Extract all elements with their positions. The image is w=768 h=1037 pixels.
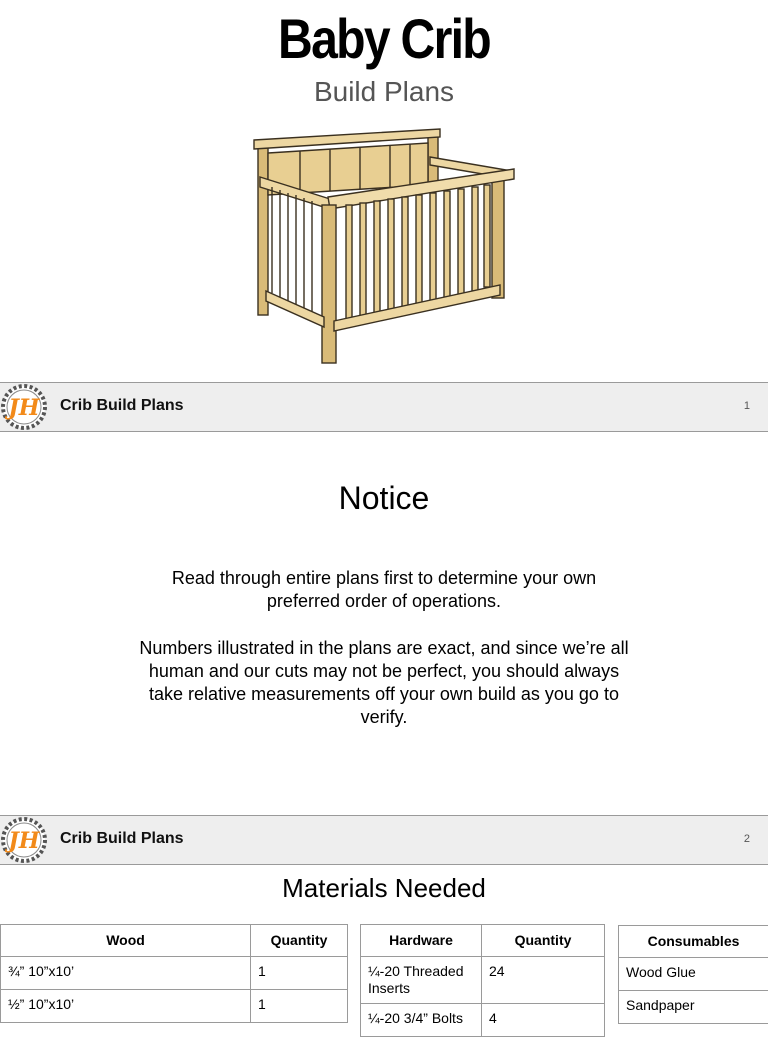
column-header: Quantity [482,925,605,957]
crib-illustration [250,125,520,370]
page-header-bar [0,382,768,432]
cover-title: Baby Crib [54,6,714,72]
table-cell: ½” 10”x10’ [1,990,251,1023]
materials-heading: Materials Needed [0,870,768,906]
page-number: 1 [744,400,750,412]
notice-heading: Notice [0,478,768,518]
cover-subtitle: Build Plans [0,74,768,110]
table-cell: Wood Glue [619,958,768,991]
jh-logo-icon [0,383,50,431]
table-cell: ¼-20 3/4” Bolts [361,1004,482,1037]
column-header: Wood [1,925,251,957]
wood-table [0,924,348,1023]
jh-logo-icon [0,816,50,864]
table-header-row [361,925,605,957]
table-row [619,991,768,1024]
table-row [1,990,348,1023]
page-header-bar [0,815,768,865]
column-header: Hardware [361,925,482,957]
table-row [619,958,768,991]
table-header-row [1,925,348,957]
table-cell: 1 [251,990,348,1023]
table-cell: 4 [482,1004,605,1037]
page-number: 2 [744,833,750,845]
table-cell: 1 [251,957,348,990]
table-row [1,957,348,990]
logo-text: JH [4,828,40,854]
table-row [361,957,605,1004]
consumables-table [618,925,768,1024]
header-title: Crib Build Plans [60,830,184,848]
table-cell: ¼-20 Threaded Inserts [361,957,482,1004]
table-cell: 24 [482,957,605,1004]
column-header: Consumables [619,926,768,958]
notice-paragraph-1: Read through entire plans first to determine your own preferred order of operations. [134,567,634,613]
logo-text: JH [4,395,40,421]
table-cell: ¾” 10”x10’ [1,957,251,990]
hardware-table [360,924,605,1037]
column-header: Quantity [251,925,348,957]
table-row [361,1004,605,1037]
table-cell: Sandpaper [619,991,768,1024]
table-header-row [619,926,768,958]
header-title: Crib Build Plans [60,397,184,415]
notice-paragraph-2: Numbers illustrated in the plans are exact, and since we’re all human and our cuts may not be perfect, you should always take relative measurements off your own build as you go to verify. [134,637,634,729]
